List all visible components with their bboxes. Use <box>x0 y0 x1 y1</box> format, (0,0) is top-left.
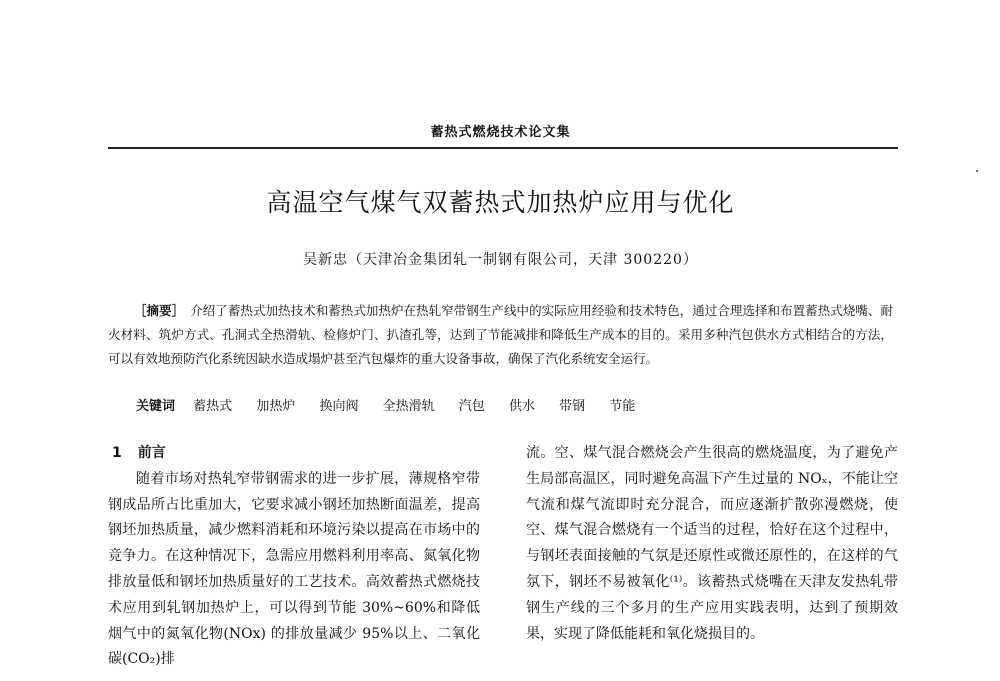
keyword: 带钢 <box>559 399 586 414</box>
scan-artifact <box>976 170 978 172</box>
keyword: 蓄热式 <box>193 399 233 414</box>
paper-title: 高温空气煤气双蓄热式加热炉应用与优化 <box>266 188 735 217</box>
keyword: 换向阀 <box>319 399 359 414</box>
keyword: 加热炉 <box>256 399 296 414</box>
abstract <box>108 299 893 371</box>
keywords <box>136 395 896 414</box>
body-paragraph: 随着市场对热轧窄带钢需求的进一步扩展，薄规格窄带钢成品所占比重加大，它要求减小钢坯加热断面温差，提高钢坯加热质量，减少燃料消耗和环境污染以提高在市场中的竞争力。在这种情况下，急需应用燃料利用率高、氮氧化物排放量低和钢坯加热质量好的工艺技术。高效蓄热式燃烧技术应用到轧钢加热炉上，可以得到节能 30%~60%和降低烟气中的氮氧化物(NOx) 的排放量减少 95%以上、二氧化碳(CO₂)排 <box>108 470 480 668</box>
keyword: 全热滑轨 <box>382 399 435 414</box>
column-left <box>108 441 480 673</box>
running-head: 蓄热式燃烧技术论文集 <box>430 125 571 140</box>
abstract-text: 介绍了蓄热式加热技术和蓄热式加热炉在热轧窄带钢生产线中的实际应用经验和技术特色，通过合理选择和布置蓄热式烧嘴、耐火材料、筑炉方式、孔洞式全热滑轨、检修炉门、扒渣孔等，达到了节能减排和降低生产成本的目的。采用多种汽包供水方式相结合的方法，可以有效地预防汽化系统因缺水造成塌炉甚至汽包爆炸的重大设备事故，确保了汽化系统安全运行。 <box>108 303 893 366</box>
section-number: 1 <box>112 445 122 461</box>
keywords-label: 关键词 <box>136 399 176 414</box>
abstract-label: ［摘要］ <box>134 303 185 318</box>
column-right <box>526 441 898 647</box>
keyword: 汽包 <box>458 399 485 414</box>
section-title: 前言 <box>137 445 166 461</box>
author-affiliation: 吴新忠（天津冶金集团轧一制钢有限公司，天津 300220） <box>303 252 698 268</box>
keyword: 节能 <box>609 399 636 414</box>
header-rule <box>108 147 898 149</box>
keyword: 供水 <box>508 399 535 414</box>
body-paragraph: 流。空、煤气混合燃烧会产生很高的燃烧温度，为了避免产生局部高温区，同时避免高温下产生过量的 NOₓ，不能让空气流和煤气流即时充分混合，而应逐渐扩散弥漫燃烧，使空、煤气混合燃烧有一个适当的过程，恰好在这个过程中，与钢坯表面接触的气氛是还原性或微还原性的，在这样的气氛下，钢坯不易被氧化⁽¹⁾。该蓄热式烧嘴在天津友发热轧带钢生产线的三个多月的生产应用实践表明，达到了预期效果，实现了降低能耗和氧化烧损目的。 <box>526 445 898 642</box>
section-heading <box>112 441 480 467</box>
